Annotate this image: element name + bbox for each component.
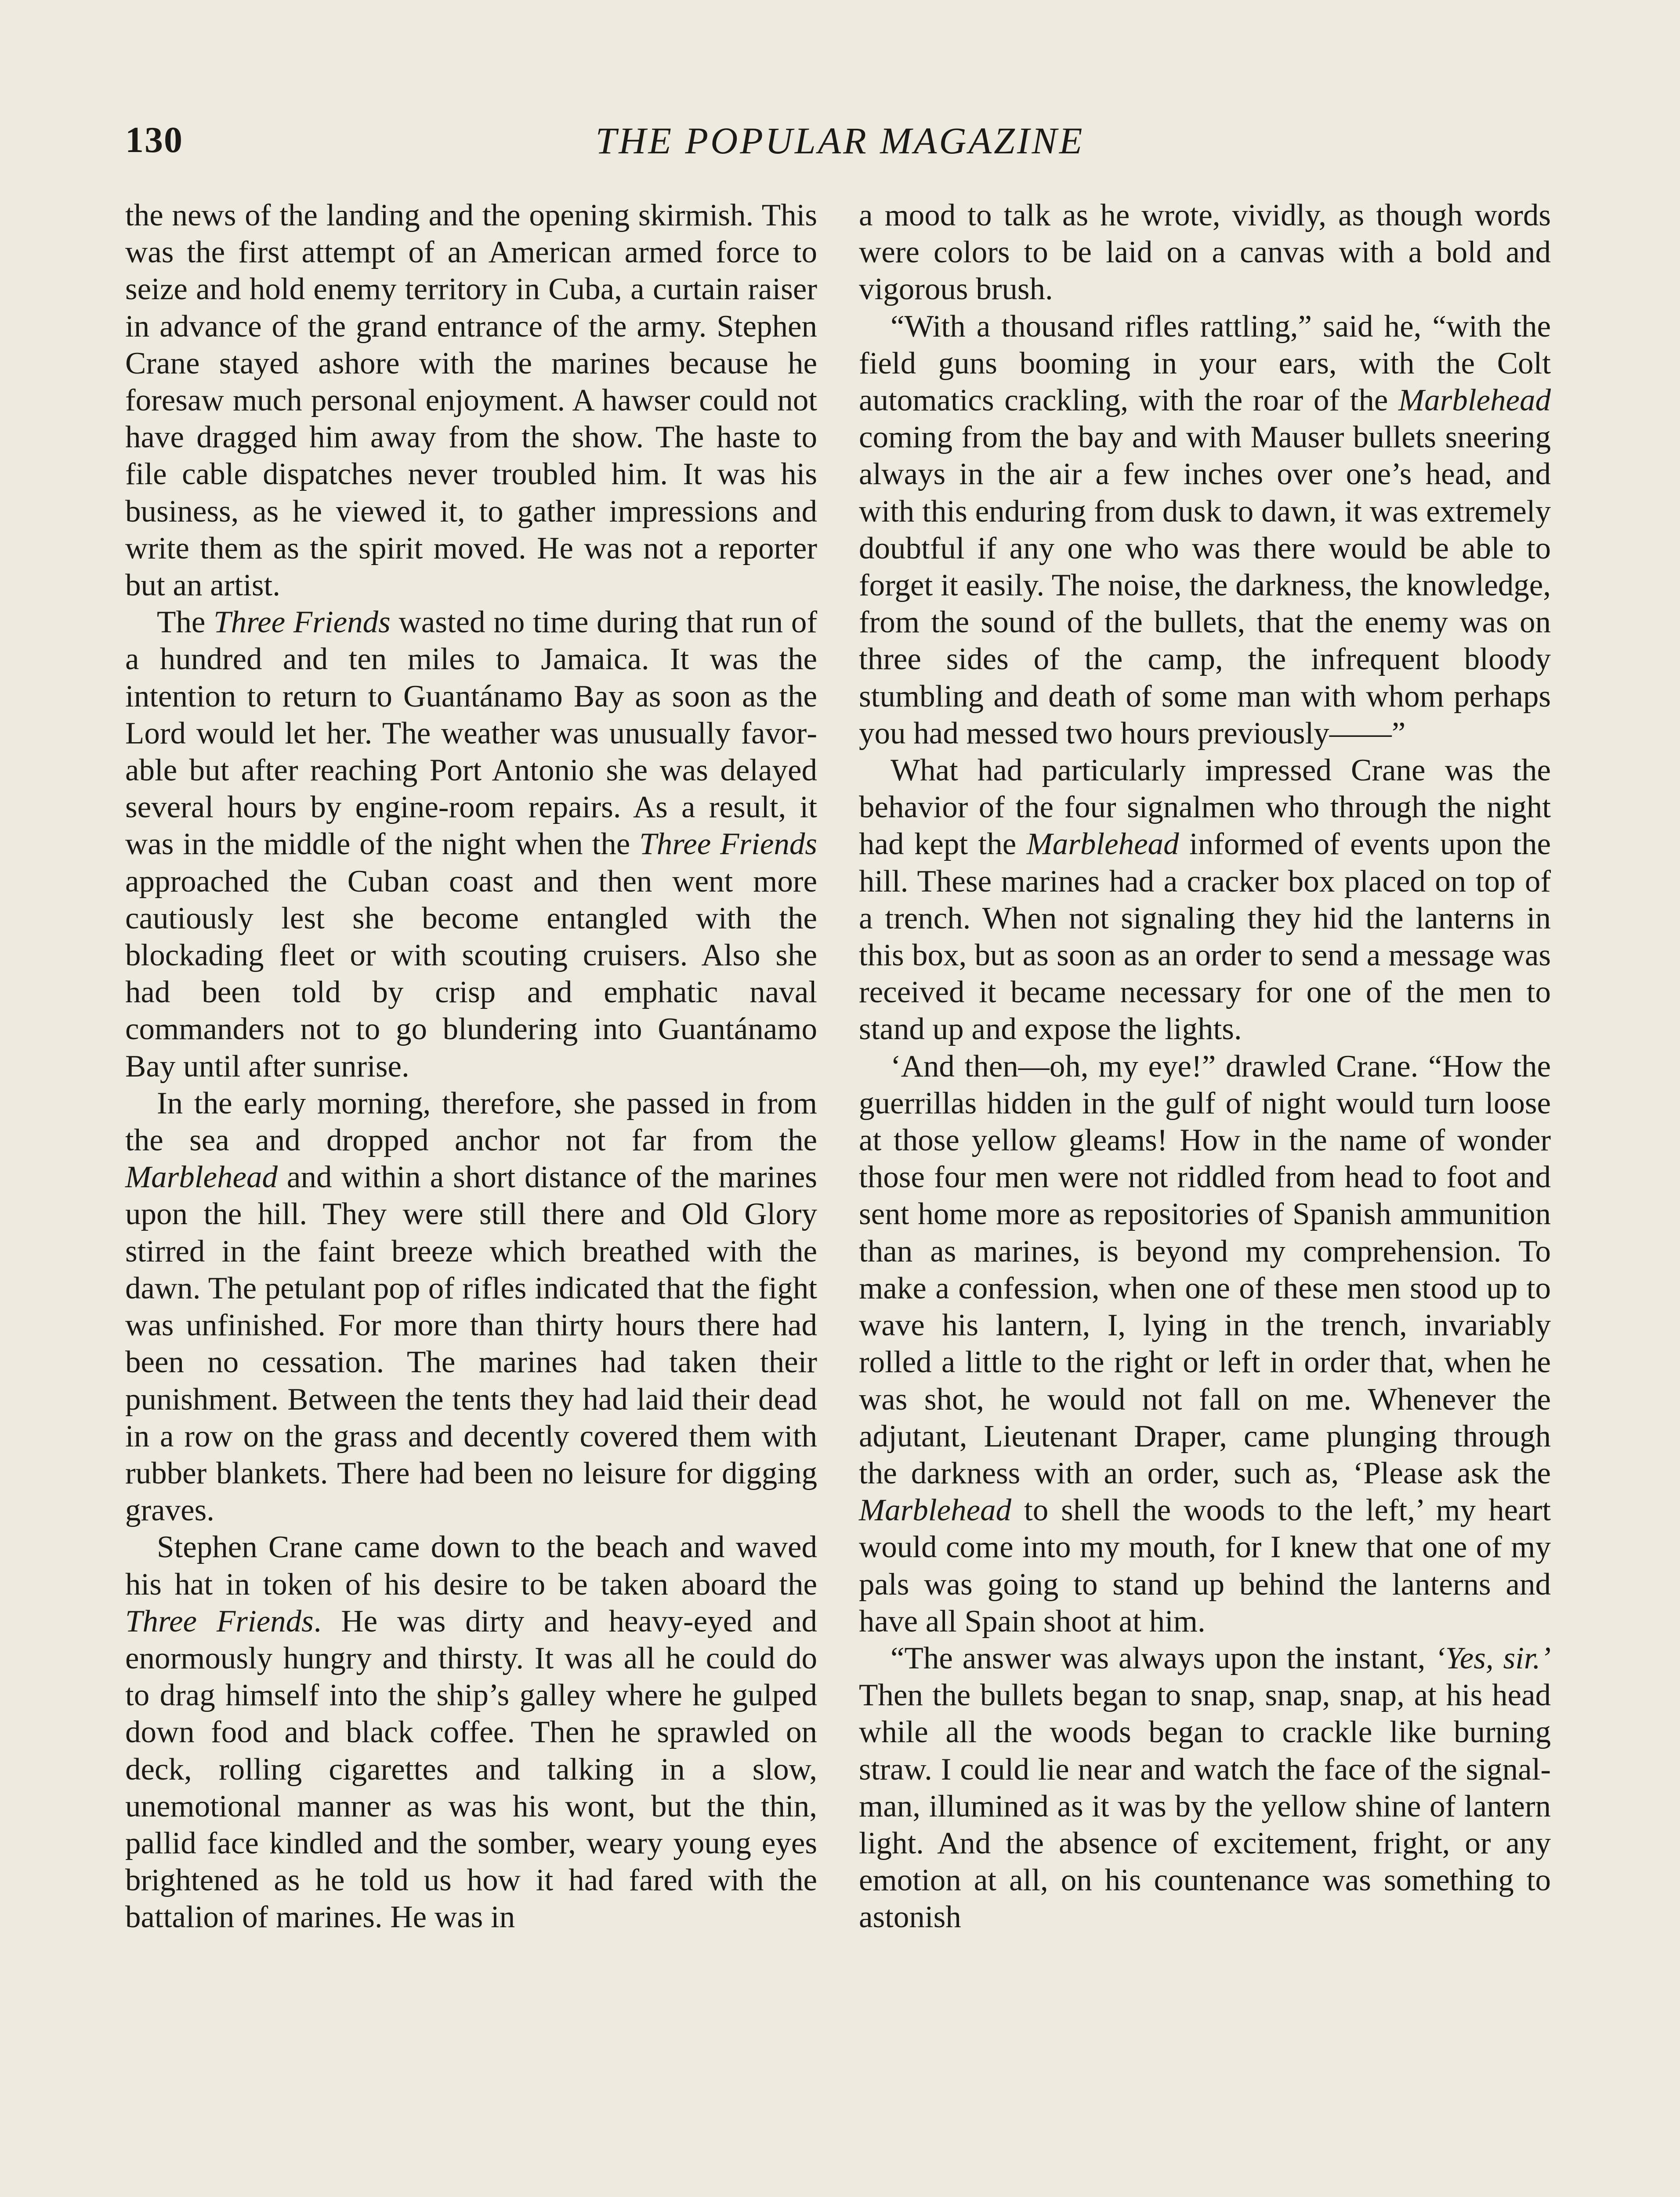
text-run: and within a short distance of the marines upon the hill. They were still there and Old Glory stirred in the faint breeze which breathed with the dawn. The petulant pop of rifles indicated that the fight was unfinished. For more than thirty hours there had been no cessation. The marines had taken their punishment. Between the tents they had laid their dead in a row on the grass and decently covered them with rubber blankets. There had been no leisure for digging graves. [125,1160,817,1528]
page-header [125,119,1555,171]
text-column-right [859,197,1551,1936]
text-run: informed of events upon the hill. These marines had a cracker box placed on top of a trench. When not signaling they hid the lanterns in this box, but as soon as an order to send a message was received it became necessary for one of the men to stand up and expose the lights. [859,827,1551,1047]
italic-text: Three Friends [125,1604,314,1639]
text-run: In the early morning, therefore, she passed in from the sea and dropped anchor not far from the [125,1086,817,1158]
text-run: Then the bullets began to snap, snap, snap, at his head while all the woods began to crackle like burning straw. I could lie near and watch the face of the signalman, illumined as it was by the yellow shine of lantern light. And the absence of excitement, fright, or any emotion at all, on his countenance was something to astonish [859,1678,1551,1935]
text-run: “The answer was always upon the instant, [891,1641,1435,1675]
paragraph [859,308,1551,752]
text-run: Stephen Crane came down to the beach and waved his hat in token of his desire to be taken aboard the [125,1530,817,1602]
paragraph [125,1085,817,1529]
text-column-left [125,197,817,1936]
paragraph [859,1640,1551,1936]
text-run: “With a thousand rifles rattling,” said he, “with the field guns booming in your ears, with the Colt automatics crackling, with the roar of the [859,309,1551,418]
paragraph [859,752,1551,1048]
italic-text: ‘Yes, sir.’ [1435,1641,1551,1675]
page-number: 130 [125,120,183,160]
text-run: a mood to talk as he wrote, vividly, as though words were colors to be laid on a canvas with a bold and vigorous brush. [859,198,1551,307]
paragraph [125,604,817,1085]
text-run: ‘And then—oh, my eye!” drawled Crane. “How the guerrillas hidden in the gulf of night would turn loose at those yellow gleams! How in the name of wonder those four men were not riddled from head to foot and sent home more as repositories of Spanish ammunition than as marines, is beyond my comprehension. To make a confession, when one of these men stood up to wave his lantern, I, lying in the trench, invariably rolled a little to the right or left in order that, when he was shot, he would not fall on me. Whenever the adjutant, Lieutenant Draper, came plunging through the darkness with an order, such as, ‘Please ask the [859,1049,1551,1490]
paragraph [125,197,817,604]
running-head: THE POPULAR MAGAZINE [595,120,1085,162]
paragraph [125,1529,817,1936]
italic-text: Marblehead [1026,827,1179,862]
text-run: . He was dirty and heavy-eyed and enormously hungry and thirsty. It was all he could do to drag himself into the ship’s galley where he gulped down food and black coffee. Then he sprawled on deck, rolling cigarettes and talking in a slow, unemotional manner as was his wont, but the thin, pallid face kindled and the somber, weary young eyes brightened as he told us how it had fared with the battalion of marines. He was in [125,1604,817,1935]
text-run: The [157,605,214,640]
text-run: to shell the woods to the left,’ my heart would come into my mouth, for I knew that one of my pals was going to stand up behind the lanterns and have all Spain shoot at him. [859,1493,1551,1639]
text-run: wasted no time during that run of a hundred and ten miles to Jamaica. It was the intention to return to Guantánamo Bay as soon as the Lord would let her. The weather was unusually favorable but after reaching Port Antonio she was delayed several hours by engine-room repairs. As a result, it was in the middle of the night when the [125,605,817,862]
italic-text: Marblehead [859,1493,1012,1528]
italic-text: Marblehead [125,1160,278,1195]
paragraph [859,197,1551,308]
text-run: the news of the landing and the opening skirmish. This was the first attempt of an American armed force to seize and hold enemy territory in Cuba, a curtain raiser in advance of the grand entrance of the army. Stephen Crane stayed ashore with the marines because he foresaw much personal enjoyment. A hawser could not have dragged him away from the show. The haste to file cable dispatches never troubled him. It was his business, as he viewed it, to gather impressions and write them as the spirit moved. He was not a reporter but an artist. [125,198,817,603]
italic-text: Three Friends [214,605,391,640]
paragraph [859,1048,1551,1640]
text-run: coming from the bay and with Mauser bullets sneering always in the air a few inches over one’s head, and with this enduring from dusk to dawn, it was extremely doubtful if any one who was there would be able to forget it easily. The noise, the darkness, the knowledge, from the sound of the bullets, that the enemy was on three sides of the camp, the infrequent bloody stumbling and death of some man with whom perhaps you had messed two hours previously——” [859,420,1551,750]
italic-text: Three Friends [639,827,817,862]
text-run: What had particularly impressed Crane was the behavior of the four signalmen who through the night had kept the [859,753,1551,862]
text-run: approached the Cuban coast and then went more cautiously lest she become entangled with the blockading fleet or with scouting cruisers. Also she had been told by crisp and emphatic naval commanders not to go blundering into Guantánamo Bay until after sunrise. [125,864,817,1084]
italic-text: Marblehead [1398,383,1551,418]
